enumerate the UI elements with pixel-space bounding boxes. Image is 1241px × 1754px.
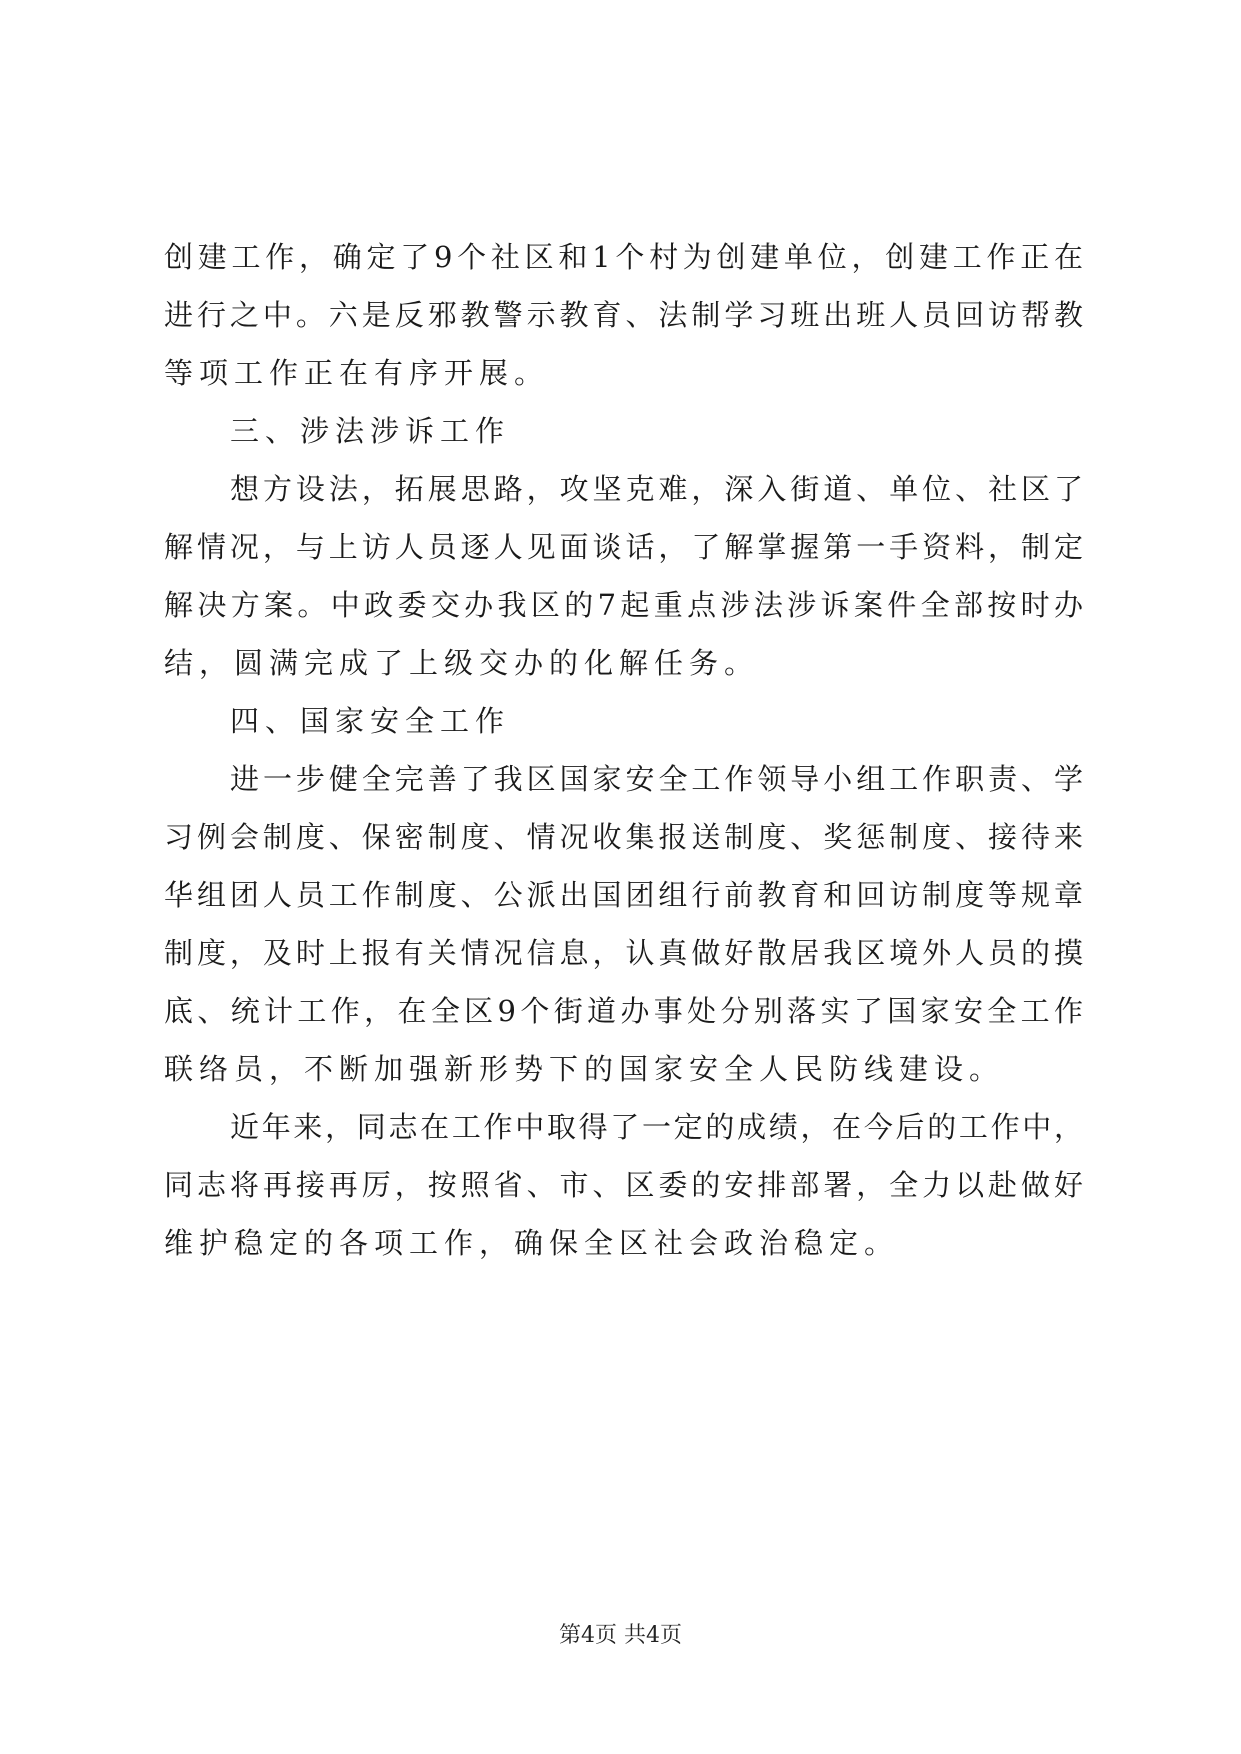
section-heading-national-security: 四、国家安全工作	[230, 704, 511, 738]
text-line: 解情况，与上访人员逐人见面谈话，了解掌握第一手资料，制定	[164, 530, 1084, 564]
paragraph-national-security	[164, 750, 1084, 1098]
document-body	[164, 228, 1084, 1272]
section-heading-litigation: 三、涉法涉诉工作	[230, 414, 511, 448]
text-line: 维护稳定的各项工作，确保全区社会政治稳定。	[164, 1226, 900, 1260]
text-line: 华组团人员工作制度、公派出国团组行前教育和回访制度等规章	[164, 878, 1084, 912]
paragraph-community-building	[164, 228, 1084, 402]
text-line: 进行之中。六是反邪教警示教育、法制学习班出班人员回访帮教	[164, 298, 1084, 332]
text-line: 结，圆满完成了上级交办的化解任务。	[164, 646, 760, 680]
text-line: 近年来，同志在工作中取得了一定的成绩，在今后的工作中，	[230, 1110, 1084, 1144]
text-line: 解决方案。中政委交办我区的7起重点涉法涉诉案件全部按时办	[164, 588, 1084, 622]
text-line: 同志将再接再厉，按照省、市、区委的安排部署，全力以赴做好	[164, 1168, 1084, 1202]
text-line: 联络员，不断加强新形势下的国家安全人民防线建设。	[164, 1052, 1005, 1086]
page-number-footer: 第4页 共4页	[559, 1623, 682, 1648]
text-line: 创建工作，确定了9个社区和1个村为创建单位，创建工作正在	[164, 240, 1084, 274]
text-line: 等项工作正在有序开展。	[164, 356, 550, 390]
paragraph-conclusion	[164, 1098, 1084, 1272]
text-line: 想方设法，拓展思路，攻坚克难，深入街道、单位、社区了	[230, 472, 1084, 506]
text-line: 进一步健全完善了我区国家安全工作领导小组工作职责、学	[230, 762, 1084, 796]
text-line: 制度，及时上报有关情况信息，认真做好散居我区境外人员的摸	[164, 936, 1084, 970]
paragraph-litigation	[164, 460, 1084, 692]
text-line: 习例会制度、保密制度、情况收集报送制度、奖惩制度、接待来	[164, 820, 1084, 854]
text-line: 底、统计工作，在全区9个街道办事处分别落实了国家安全工作	[164, 994, 1084, 1028]
